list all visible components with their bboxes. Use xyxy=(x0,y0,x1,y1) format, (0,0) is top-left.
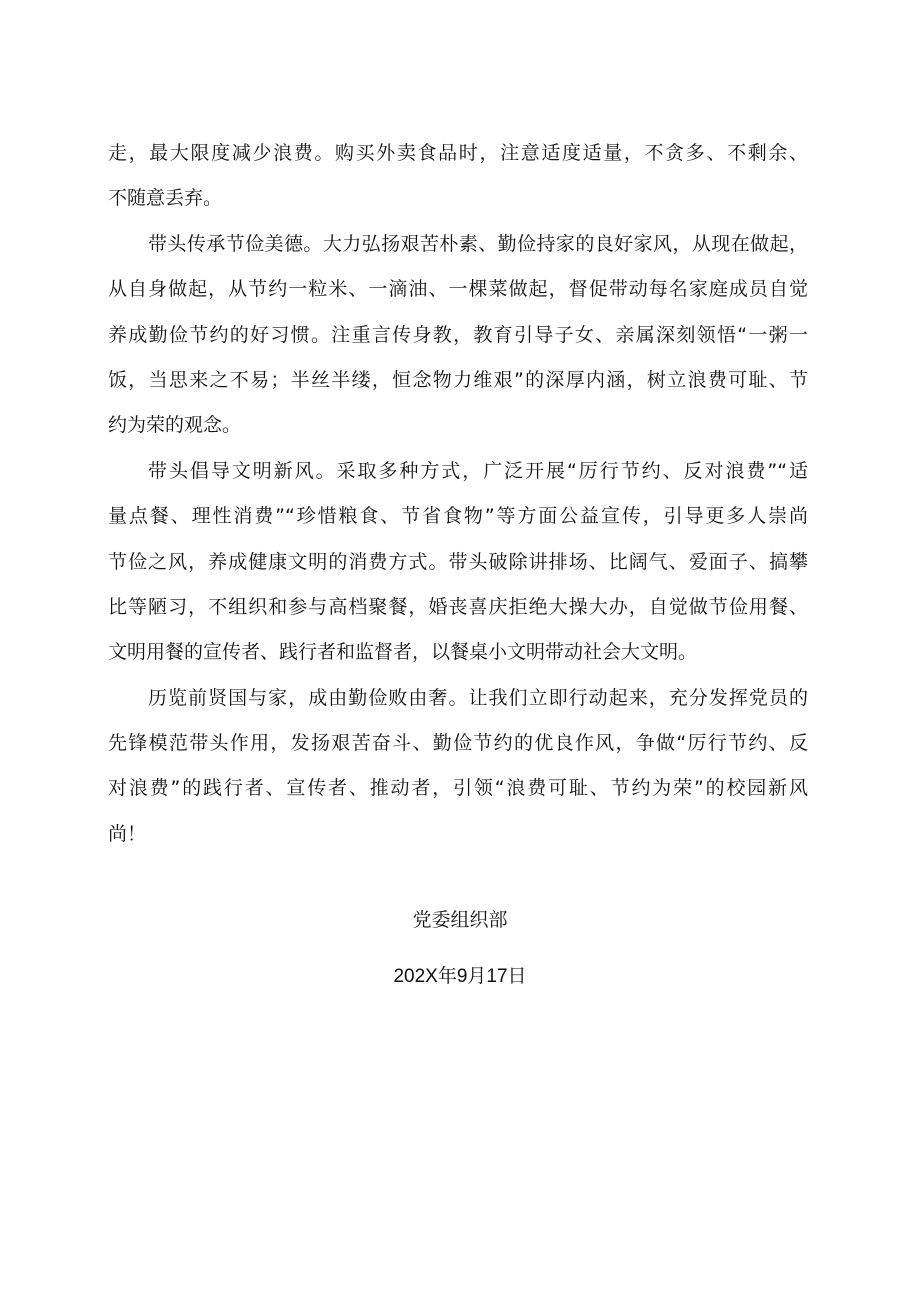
paragraph-line: 比等陋习，不组织和参与高档聚餐，婚丧喜庆拒绝大操大办，自觉做节俭用餐、 xyxy=(108,595,808,618)
paragraph-line: 饭，当思来之不易；半丝半缕，恒念物力维艰”的深厚内涵，树立浪费可耻、节 xyxy=(108,368,808,391)
paragraph-line: 文明用餐的宣传者、践行者和监督者，以餐桌小文明带动社会大文明。 xyxy=(108,641,698,664)
paragraph-line: 历览前贤国与家，成由勤俭败由奢。让我们立即行动起来，充分发挥党员的 xyxy=(148,686,808,709)
paragraph-reduce-waste xyxy=(108,131,808,222)
paragraph-line: 从自身做起，从节约一粒米、一滴油、一棵菜做起，督促带动每名家庭成员自觉 xyxy=(108,278,808,301)
paragraph-line: 先锋模范带头作用，发扬艰苦奋斗、勤俭节约的优良作风，争做“厉行节约、反 xyxy=(108,732,808,755)
paragraph-line: 约为荣的观念。 xyxy=(108,414,242,437)
document-body xyxy=(108,131,808,857)
paragraph-call-to-action xyxy=(108,676,808,858)
signature-organization: 党委组织部 xyxy=(412,909,508,931)
paragraph-line: 对浪费”的践行者、宣传者、推动者，引领“浪费可耻、节约为荣”的校园新风 xyxy=(108,777,808,800)
paragraph-line: 尚！ xyxy=(108,822,147,845)
paragraph-line: 带头倡导文明新风。采取多种方式，广泛开展“厉行节约、反对浪费”“适 xyxy=(148,459,808,482)
paragraph-line: 不随意丢弃。 xyxy=(108,187,223,210)
paragraph-line: 走，最大限度减少浪费。购买外卖食品时，注意适度适量，不贪多、不剩余、 xyxy=(108,142,808,164)
paragraph-civilized-custom xyxy=(108,449,808,676)
paragraph-line: 带头传承节俭美德。大力弘扬艰苦朴素、勤俭持家的良好家风，从现在做起， xyxy=(148,232,808,255)
signature-date: 202X年9月17日 xyxy=(393,966,527,987)
paragraph-frugal-virtue xyxy=(108,222,808,449)
paragraph-line: 养成勤俭节约的好习惯。注重言传身教，教育引导子女、亲属深刻领悟“一粥一 xyxy=(108,323,808,346)
paragraph-line: 量点餐、理性消费”“珍惜粮食、节省食物”等方面公益宣传，引导更多人崇尚 xyxy=(108,505,808,528)
paragraph-line: 节俭之风，养成健康文明的消费方式。带头破除讲排场、比阔气、爱面子、搞攀 xyxy=(108,550,808,573)
